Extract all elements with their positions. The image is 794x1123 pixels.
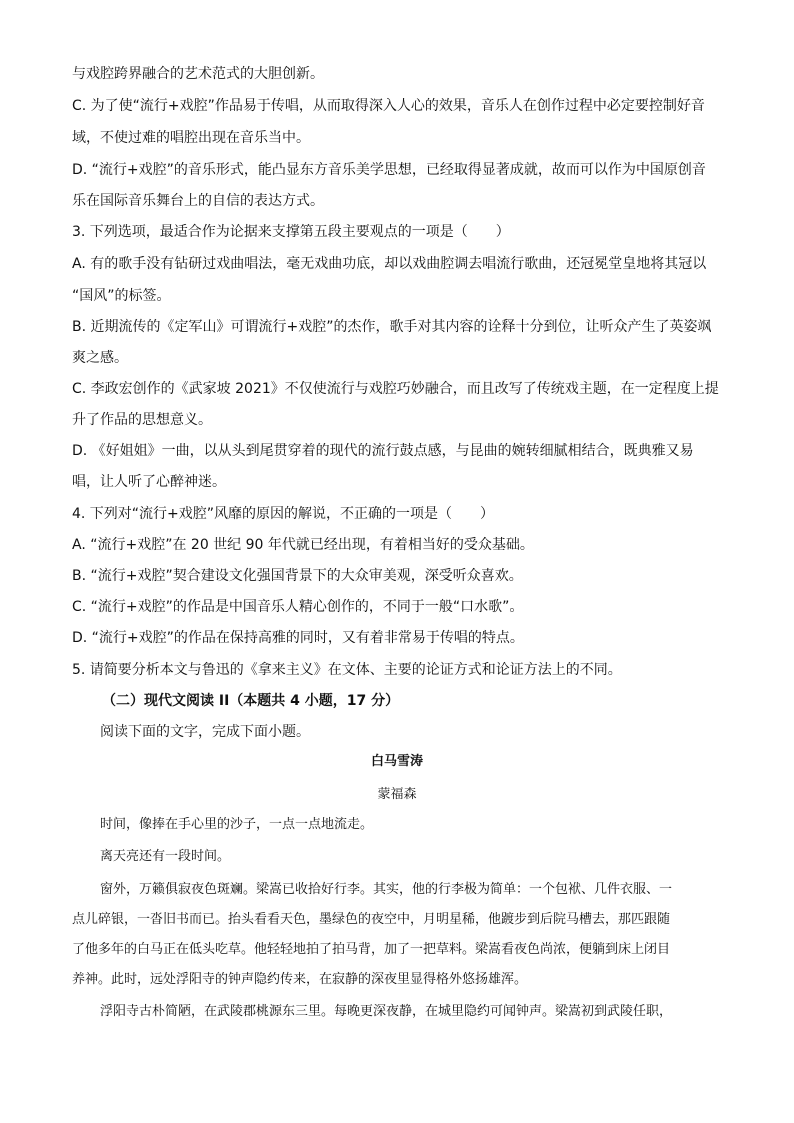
option-c-line: C. 李政宏创作的《武家坡 2021》不仅使流行与戏腔巧妙融合，而且改写了传统戏主题，在一定程度上提 xyxy=(72,381,719,397)
story-paragraph: 浮阳寺古朴简陋，在武陵郡桃源东三里。每晚更深夜静，在城里隐约可闻钟声。梁嵩初到武陵任职， xyxy=(100,1004,673,1019)
option-d-line: D. “流行+戏腔”的音乐形式，能凸显东方音乐美学思想，已经取得显著成就，故而可以作为中国原创音 xyxy=(72,162,706,178)
text-line: “国风”的标签。 xyxy=(72,288,171,304)
story-paragraph: 了他多年的白马正在低头吃草。他轻轻地拍了拍马背，加了一把草料。梁嵩看夜色尚浓，便躺到床上闭目 xyxy=(72,942,671,957)
option-d-line: D. 《好姐姐》一曲，以从头到尾贯穿着的现代的流行鼓点感，与昆曲的婉转细腻相结合，既典雅又易 xyxy=(72,443,694,459)
text-line: 唱，让人听了心醉神迷。 xyxy=(72,474,226,490)
option-a-line: A. “流行+戏腔”在 20 世纪 90 年代就已经出现，有着相当好的受众基础。 xyxy=(72,537,534,553)
question-3: 3. 下列选项，最适合作为论据来支撑第五段主要观点的一项是（ ） xyxy=(72,224,510,240)
text-line: 与戏腔跨界融合的艺术范式的大胆创新。 xyxy=(72,66,324,82)
story-paragraph: 点儿碎银，一沓旧书而已。抬头看看天色，墨绿色的夜空中，月明星稀，他踱步到后院马槽去，那匹跟随 xyxy=(72,912,671,927)
text-line: 升了作品的思想意义。 xyxy=(72,412,212,428)
story-paragraph: 养神。此时，远处浮阳寺的钟声隐约传来，在寂静的深夜里显得格外悠扬雄浑。 xyxy=(72,972,528,987)
text-line: 爽之感。 xyxy=(72,350,128,366)
story-author: 蒙福森 xyxy=(377,787,417,802)
section-heading: （二）现代文阅读 II（本题共 4 小题，17 分） xyxy=(102,693,400,709)
question-5: 5. 请简要分析本文与鲁迅的《拿来主义》在文体、主要的论证方式和论证方法上的不同。 xyxy=(72,662,622,678)
option-b-line: B. “流行+戏腔”契合建设文化强国背景下的大众审美观，深受听众喜欢。 xyxy=(72,568,523,584)
story-paragraph: 时间，像捧在手心里的沙子，一点一点地流走。 xyxy=(100,817,374,832)
text-line: 乐在国际音乐舞台上的自信的表达方式。 xyxy=(72,193,324,209)
story-paragraph: 窗外，万籁俱寂夜色斑斓。梁嵩已收拾好行李。其实，他的行李极为简单：一个包袱、几件衣服、一 xyxy=(100,882,673,897)
story-paragraph: 离天亮还有一段时间。 xyxy=(100,849,231,864)
instruction: 阅读下面的文字，完成下面小题。 xyxy=(100,724,310,740)
option-c-line: C. 为了使“流行+戏腔”作品易于传唱，从而取得深入人心的效果，音乐人在创作过程中必定要控制好音 xyxy=(72,98,705,114)
option-c-line: C. “流行+戏腔”的作品是中国音乐人精心创作的，不同于一般“口水歌”。 xyxy=(72,599,524,615)
story-title: 白马雪涛 xyxy=(370,754,423,769)
text-line: 域，不使过难的唱腔出现在音乐当中。 xyxy=(72,130,310,146)
option-b-line: B. 近期流传的《定军山》可谓流行+戏腔”的杰作，歌手对其内容的诠释十分到位，让听众产生了英姿飒 xyxy=(72,319,712,335)
option-d-line: D. “流行+戏腔”的作品在保持高雅的同时，又有着非常易于传唱的特点。 xyxy=(72,630,524,646)
option-a-line: A. 有的歌手没有钻研过戏曲唱法，毫无戏曲功底，却以戏曲腔调去唱流行歌曲，还冠冕堂皇地将其冠以 xyxy=(72,256,707,272)
question-4: 4. 下列对“流行+戏腔”风靡的原因的解说，不正确的一项是（ ） xyxy=(72,506,495,522)
